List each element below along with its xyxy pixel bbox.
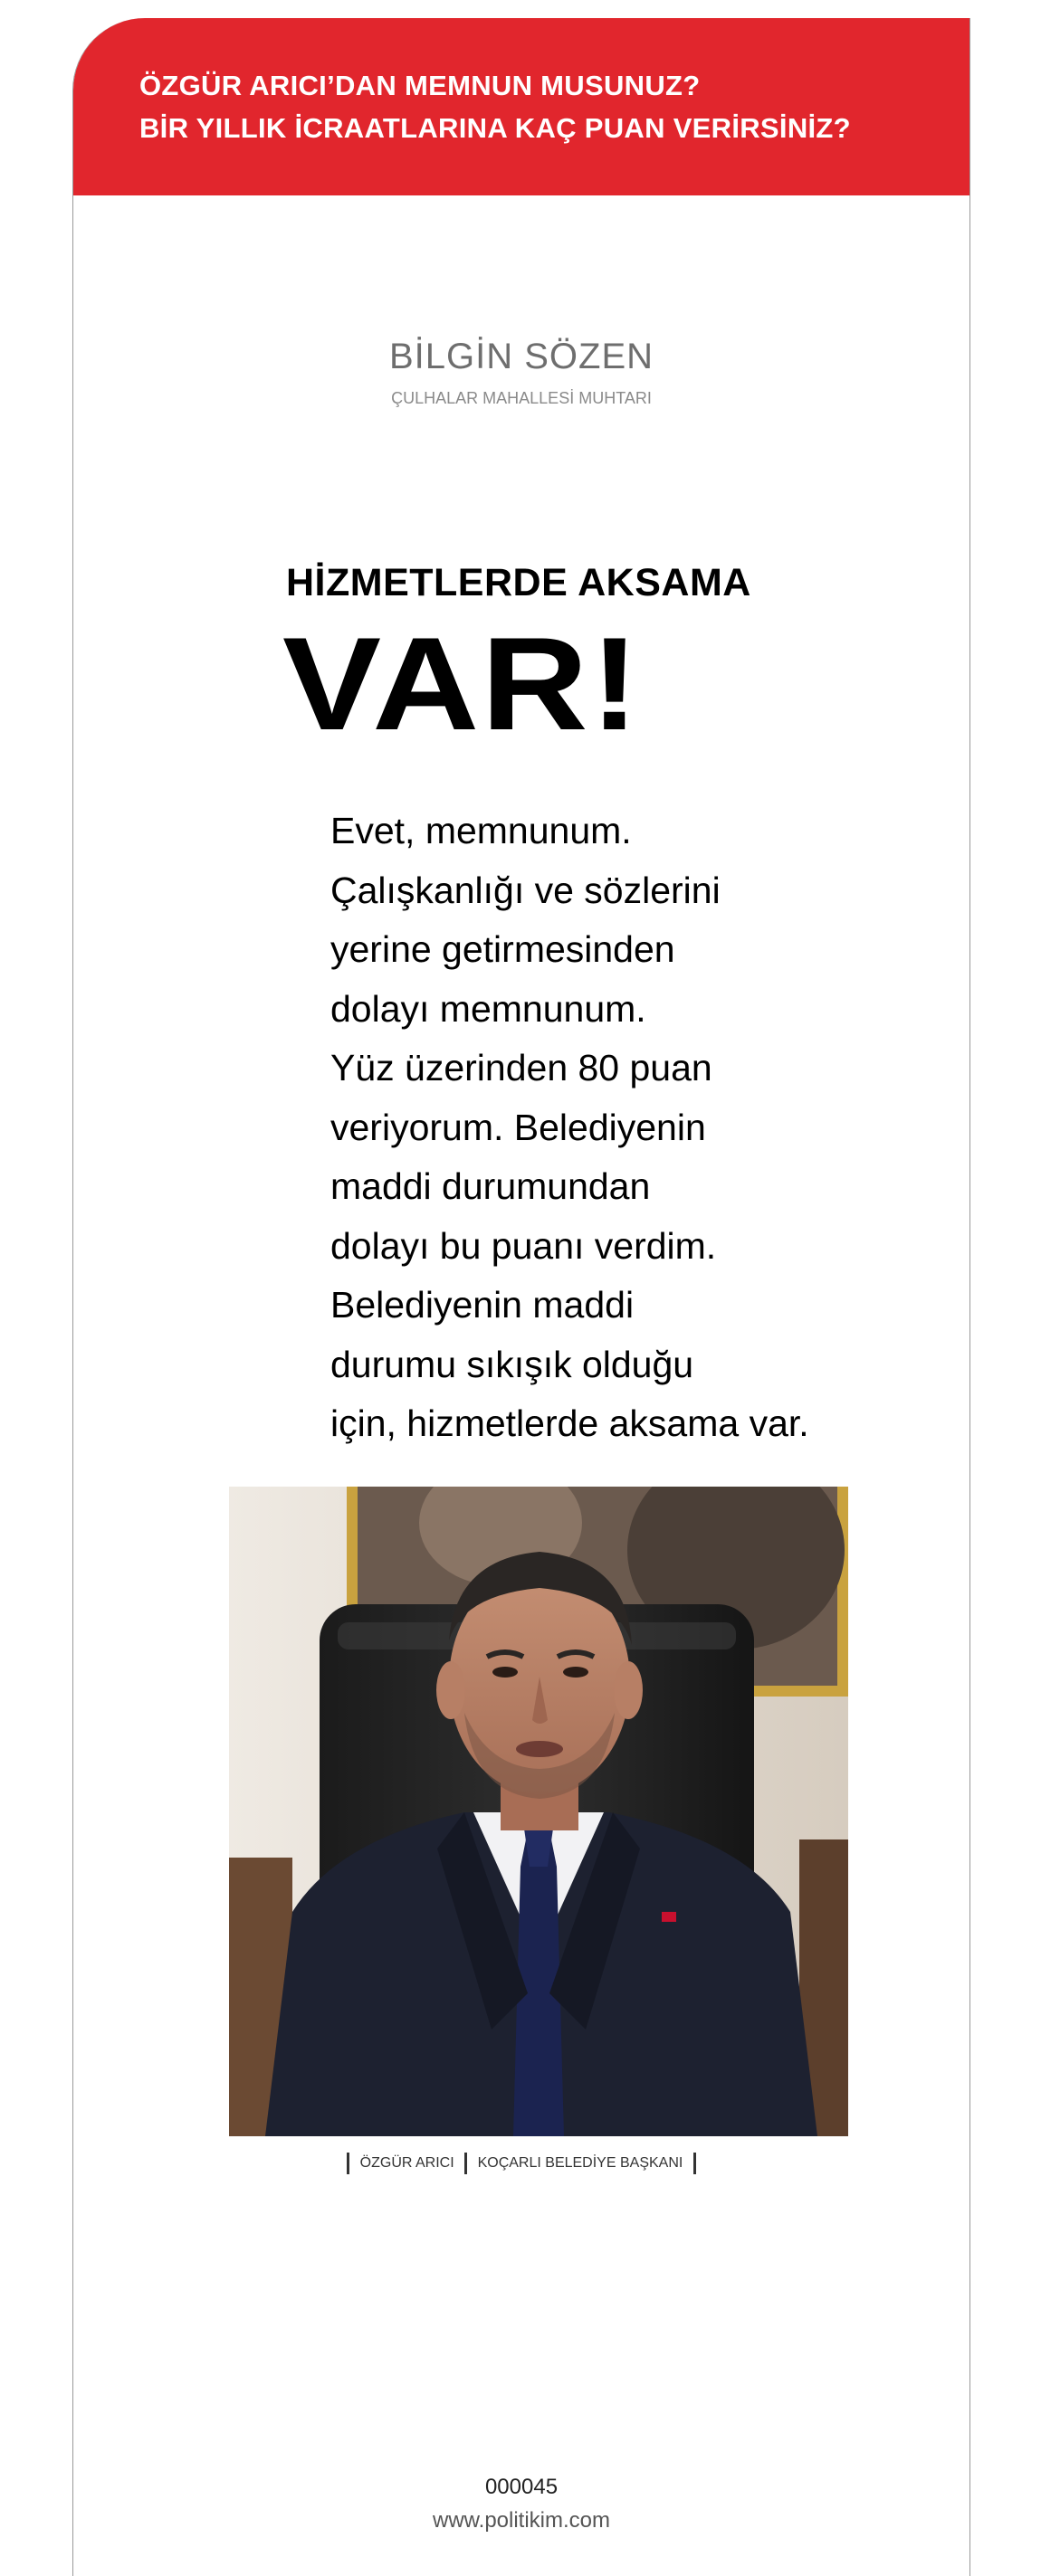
quote-line: Yüz üzerinden 80 puan <box>330 1047 712 1088</box>
caption-divider <box>464 2153 467 2174</box>
photo-caption <box>73 2153 969 2174</box>
quote-line: veriyorum. Belediyenin <box>330 1106 706 1148</box>
quote-line: Belediyenin maddi <box>330 1284 635 1326</box>
respondent-name: BİLGİN SÖZEN <box>388 337 654 376</box>
website-link[interactable]: www.politikim.com <box>432 2508 611 2533</box>
caption-divider <box>693 2153 696 2174</box>
quote-line: maddi durumundan <box>330 1165 651 1207</box>
caption-title: KOÇARLI BELEDİYE BAŞKANI <box>477 2155 683 2171</box>
header-banner <box>73 18 969 195</box>
headline-main: VAR! <box>282 610 642 757</box>
quote-line: durumu sıkışık olduğu <box>330 1343 694 1385</box>
header-question-1: ÖZGÜR ARICI’DAN MEMNUN MUSUNUZ? <box>139 70 701 101</box>
quote-body <box>330 802 837 1454</box>
caption-name: ÖZGÜR ARICI <box>359 2155 454 2171</box>
mayor-portrait-photo <box>229 1487 848 2136</box>
quote-line: Evet, memnunum. <box>330 810 632 851</box>
page-code: 000045 <box>484 2475 559 2499</box>
page-card <box>72 18 970 2576</box>
portrait-illustration <box>229 1487 848 2136</box>
quote-line: için, hizmetlerde aksama var. <box>330 1402 809 1444</box>
headline-kicker: HİZMETLERDE AKSAMA <box>286 561 751 604</box>
respondent-role: ÇULHALAR MAHALLESİ MUHTARI <box>391 389 652 407</box>
quote-line: yerine getirmesinden <box>330 928 675 970</box>
caption-divider <box>347 2153 349 2174</box>
quote-line: dolayı memnunum. <box>330 987 646 1030</box>
header-question-2: BİR YILLIK İCRAATLARINA KAÇ PUAN VERİRSİNİZ? <box>139 112 851 144</box>
quote-line: Çalışkanlığı ve sözlerini <box>330 869 721 911</box>
quote-line: dolayı bu puanı verdim. <box>330 1224 717 1267</box>
